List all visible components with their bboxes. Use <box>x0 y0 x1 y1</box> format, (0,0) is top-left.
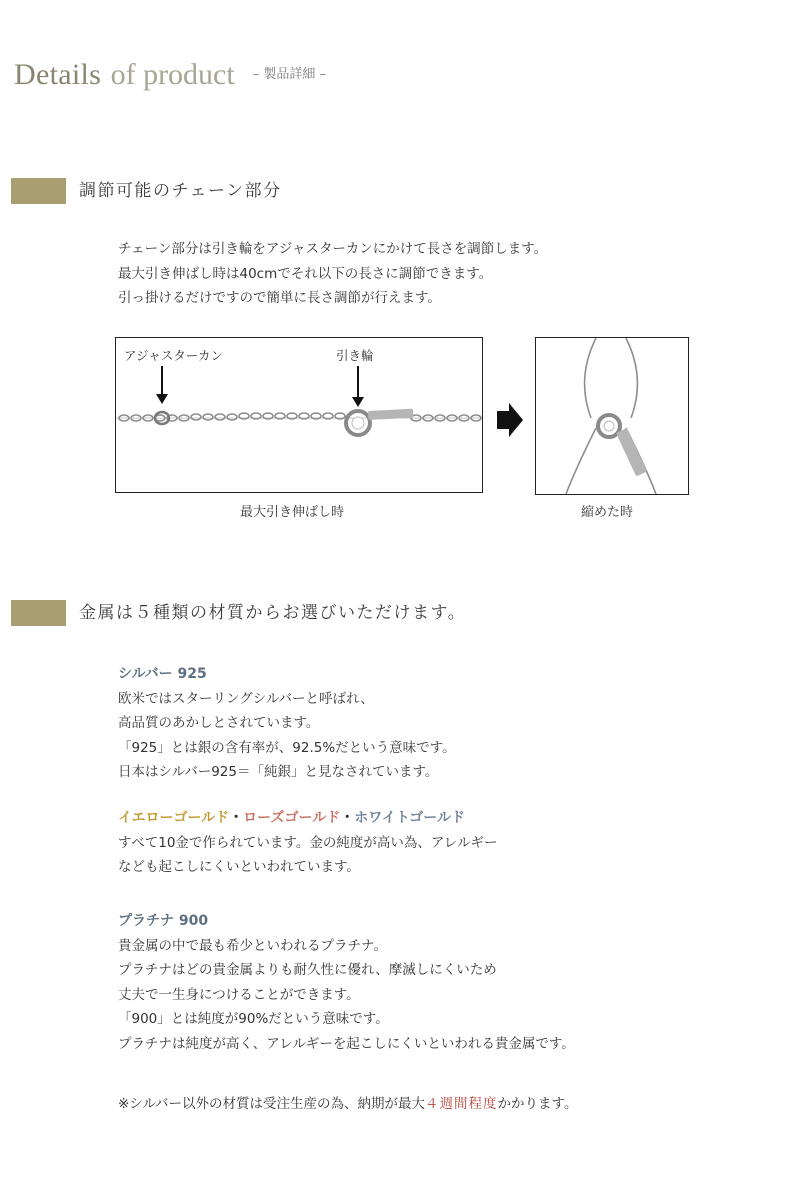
arrow-down-icon <box>352 366 364 407</box>
text-line: プラチナはどの貴金属よりも耐久性に優れ、摩滅しにくいため <box>118 962 497 978</box>
material-title-silver: シルバー 925 <box>118 666 207 682</box>
page-header <box>14 58 326 92</box>
chain-shortened-image <box>536 338 688 494</box>
text-line: 最大引き伸ばし時は40cmでそれ以下の長さに調節できます。 <box>118 265 493 282</box>
chain-extended-photo <box>115 337 483 493</box>
delivery-note <box>118 1092 577 1117</box>
material-platinum <box>118 909 575 1056</box>
arrow-right-icon <box>497 403 523 437</box>
white-gold-label: ホワイトゴールド <box>354 810 465 826</box>
text-line: なども起こしにくいといわれています。 <box>118 859 360 875</box>
text-line: 引っ掛けるだけですので簡単に長さ調節が行えます。 <box>118 290 441 306</box>
text-line: すべて10金で作られています。金の純度が高い為、アレルギー <box>118 834 498 851</box>
label-adjuster: アジャスターカン <box>124 348 224 363</box>
text-line: プラチナは純度が高く、アレルギーを起こしにくいといわれる貴金属です。 <box>118 1035 575 1052</box>
yellow-gold-label: イエローゴールド <box>118 810 230 826</box>
material-title-platinum: プラチナ 900 <box>118 913 209 929</box>
note-suffix: かかります。 <box>497 1096 578 1112</box>
text-line: 「900」とは純度が90%だという意味です。 <box>118 1011 389 1027</box>
text-line: 欧米ではスターリングシルバーと呼ばれ、 <box>118 690 374 707</box>
text-line: 「925」とは銀の含有率が、92.5%だという意味です。 <box>118 739 456 756</box>
separator: ・ <box>229 810 244 826</box>
material-gold <box>118 806 497 880</box>
label-clasp: 引き輪 <box>336 348 374 363</box>
section-title: 調節可能のチェーン部分 <box>79 181 282 201</box>
section-title: 金属は５種類の材質からお選びいただけます。 <box>79 603 467 623</box>
text-line: 丈夫で一生身につけることができます。 <box>118 986 360 1003</box>
rose-gold-label: ローズゴールド <box>243 810 341 826</box>
caption-shortened: 縮めた時 <box>581 505 634 520</box>
header-title-details: Details <box>14 58 102 91</box>
material-title-gold <box>118 806 497 831</box>
section-heading-chain <box>11 178 791 204</box>
header-title-of-product: of product <box>103 58 235 91</box>
arrow-down-icon <box>156 366 168 404</box>
note-highlight: ４週間程度 <box>425 1096 498 1112</box>
note-prefix: ※シルバー以外の材質は受注生産の為、納期が最大 <box>118 1096 426 1112</box>
text-line: チェーン部分は引き輪をアジャスターカンにかけて長さを調節します。 <box>118 241 548 257</box>
section-accent-bar <box>11 178 66 204</box>
text-line: 貴金属の中で最も希少といわれるプラチナ。 <box>118 937 388 954</box>
separator: ・ <box>340 810 355 826</box>
chain-description <box>118 237 547 311</box>
text-line: 日本はシルバー925＝「純銀」と見なされています。 <box>118 764 439 780</box>
caption-extended: 最大引き伸ばし時 <box>240 505 345 520</box>
material-silver <box>118 662 456 785</box>
section-heading-materials <box>11 600 791 626</box>
section-accent-bar <box>11 600 66 626</box>
header-subtitle: – 製品詳細 – <box>252 67 326 82</box>
chain-shortened-photo <box>535 337 689 495</box>
text-line: 高品質のあかしとされています。 <box>118 715 320 731</box>
